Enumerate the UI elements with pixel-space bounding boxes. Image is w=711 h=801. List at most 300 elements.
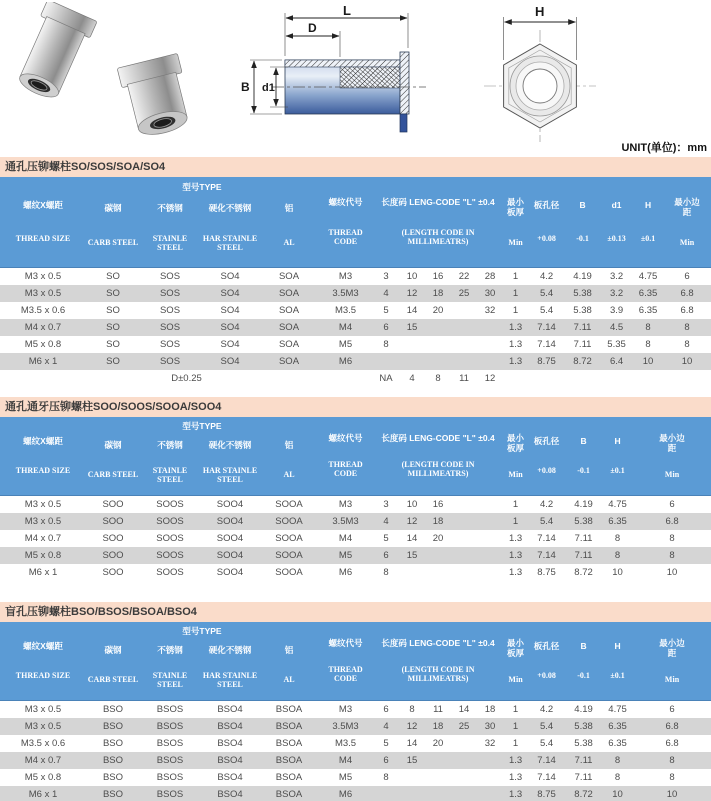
cell: 5.35 [600,336,633,353]
cell: 3.5M3 [318,718,373,735]
cell: SOS [140,353,200,370]
cell: 20 [425,530,451,547]
cell: 8.75 [528,353,565,370]
cell: SOOS [140,530,200,547]
col-length-code: 长度码 LENG-CODE "L" ±0.4 (LENGTH CODE IN MILLIMEATRS) [373,417,503,496]
cell: 15 [399,752,425,769]
table-body [0,496,711,582]
table-row [0,718,711,735]
table-row [0,285,711,302]
cell: M3.5 x 0.6 [0,302,86,319]
col-carbon-steel-en: CARB STEEL [86,219,140,268]
cell: SOO4 [200,513,260,530]
cell: SO4 [200,285,260,302]
cell: 5 [373,530,399,547]
col-hard-stainless: 硬化不锈钢 [200,197,260,219]
thread-hole [523,69,557,103]
cell: 30 [477,718,503,735]
cell: 7.14 [528,530,565,547]
cell: SO4 [200,336,260,353]
cell: 4 [373,718,399,735]
cell: M6 [318,564,373,581]
d-tolerance: D±0.25 [0,370,373,395]
table-row [0,319,711,336]
cell: 4.2 [528,496,565,514]
cell: 1.3 [503,752,528,769]
cell: SOO4 [200,547,260,564]
cell [451,547,477,564]
col-min-edge: 最小边距 Min [663,177,711,268]
standoff-left [11,2,97,104]
cell: 30 [477,285,503,302]
cell: BSOS [140,701,200,719]
cell: SOOS [140,547,200,564]
cell: BSOS [140,752,200,769]
cell: SO4 [200,268,260,286]
col-aluminum-en: AL [260,219,318,268]
cell: 8 [373,564,399,581]
cell: 8.72 [565,564,602,581]
cell [451,302,477,319]
cell: SOO [86,530,140,547]
cell: 25 [451,718,477,735]
col-h: H ±0.1 [602,417,633,496]
cell: SOO [86,547,140,564]
cell: SO4 [200,319,260,336]
cell: SOA [260,268,318,286]
cell [477,564,503,581]
cell: 7.14 [528,547,565,564]
cell: SOOS [140,513,200,530]
cell [477,496,503,514]
cell: 4.19 [565,268,600,286]
cell: 5 [373,735,399,752]
cell: 14 [451,701,477,719]
cell: 20 [425,302,451,319]
standoff-photo [4,2,219,152]
hex-drawing [458,2,623,154]
cell: SOO [86,496,140,514]
cell: M3 x 0.5 [0,496,86,514]
cell: BSO [86,735,140,752]
cell: SOS [140,285,200,302]
cell: SOS [140,302,200,319]
cell [451,769,477,786]
cell: 4.2 [528,701,565,719]
cell: 7.14 [528,336,565,353]
cell: M6 [318,786,373,801]
cell: BSO4 [200,735,260,752]
cell: 14 [399,302,425,319]
cell: 3.5M3 [318,513,373,530]
code-4: 4 [399,370,425,395]
cell: 10 [633,353,663,370]
cell: 6.35 [633,285,663,302]
col-hard-stainless-en: HAR STAINLE STEEL [200,455,260,496]
cell [399,336,425,353]
cell: 8 [602,769,633,786]
cell: M5 x 0.8 [0,769,86,786]
cell: SOOA [260,496,318,514]
cell [477,786,503,801]
cell [477,752,503,769]
cell: 6 [373,752,399,769]
cell: 8 [602,752,633,769]
cell: M3 x 0.5 [0,268,86,286]
cell: SOO4 [200,564,260,581]
cell: 1 [503,268,528,286]
cell: 6.35 [602,718,633,735]
unit-label: UNIT(单位)：mm [621,142,707,154]
cell [451,752,477,769]
dim-label-D: D [308,21,317,35]
cell: 1.3 [503,353,528,370]
cell [451,735,477,752]
cell: 8 [373,336,399,353]
cell: SOOS [140,564,200,581]
cell: SOS [140,268,200,286]
cell: SO [86,268,140,286]
footer-empty [503,370,711,395]
cell: 1 [503,513,528,530]
cell: 3.9 [600,302,633,319]
col-length-code: 长度码 LENG-CODE "L" ±0.4 (LENGTH CODE IN MILLIMEATRS) [373,622,503,701]
cell: 6.35 [602,513,633,530]
cell: 8.75 [528,564,565,581]
table-row [0,530,711,547]
cell: 8 [602,547,633,564]
cell: SOS [140,336,200,353]
cell: 6 [663,268,711,286]
cell: 6.8 [663,302,711,319]
cell [425,547,451,564]
cell: 10 [399,496,425,514]
cell: 6 [633,701,711,719]
cell [477,353,503,370]
code-8: 8 [425,370,451,395]
cell [451,513,477,530]
cell: 5.38 [565,735,602,752]
cell: SO4 [200,353,260,370]
cell [399,786,425,801]
cell: M5 x 0.8 [0,336,86,353]
cell: M3 x 0.5 [0,285,86,302]
cell: 10 [633,786,711,801]
col-group-type: 型号TYPE [86,622,318,640]
cell: 8 [602,530,633,547]
cell: 8 [633,769,711,786]
cell [451,564,477,581]
table-block-through-hole [0,157,711,395]
cell: M4 [318,752,373,769]
cell: 1.3 [503,319,528,336]
cell [373,353,399,370]
cell: 7.11 [565,530,602,547]
cell: 4.75 [602,496,633,514]
cell: M3 x 0.5 [0,701,86,719]
col-thread-size: 螺纹X螺距 THREAD SIZE [0,622,86,701]
cell: 1.3 [503,336,528,353]
cell: 1 [503,718,528,735]
cell: 4.5 [600,319,633,336]
cell: SOA [260,302,318,319]
cell: 28 [477,268,503,286]
cell: 32 [477,735,503,752]
cell: M3 [318,268,373,286]
dim-label-L: L [343,3,351,18]
table-row [0,336,711,353]
table-body [0,268,711,371]
cell [399,769,425,786]
cell: 4.19 [565,701,602,719]
cell: 4.2 [528,268,565,286]
cell: SOOA [260,513,318,530]
cell: 7.11 [565,769,602,786]
cell: 16 [425,268,451,286]
spec-table-so [0,177,711,395]
code-12: 12 [477,370,503,395]
cell: 1 [503,302,528,319]
cell: 5.4 [528,285,565,302]
cell: BSO [86,752,140,769]
cell [451,786,477,801]
cell: 7.14 [528,752,565,769]
cell: 10 [633,564,711,581]
cell: 22 [451,268,477,286]
cell [477,336,503,353]
cell: 18 [425,285,451,302]
cell: SOS [140,319,200,336]
table-row [0,353,711,370]
cell: 3 [373,496,399,514]
cell [451,353,477,370]
cell: 18 [425,513,451,530]
thread-hatch [340,67,400,88]
flange-hatch [400,52,409,114]
cell: BSOA [260,786,318,801]
section-drawing [240,2,485,154]
cell: 7.11 [565,336,600,353]
cell [373,786,399,801]
cell: 15 [399,547,425,564]
cell: 8 [633,530,711,547]
table-row [0,268,711,286]
cell: 1.3 [503,769,528,786]
cell [425,319,451,336]
cell: SOA [260,285,318,302]
cell [477,547,503,564]
cell: 4 [373,285,399,302]
cell: 10 [602,564,633,581]
cell: 6 [373,319,399,336]
cell: 5.4 [528,718,565,735]
cell: BSOS [140,718,200,735]
col-thread-code: 螺纹代号 THREAD CODE [318,177,373,268]
cell: M3.5 [318,735,373,752]
cell: 11 [425,701,451,719]
cell: SOO [86,513,140,530]
cell [425,336,451,353]
table-block-blind-hole [0,602,711,801]
col-min-thickness: 最小板厚 Min [503,417,528,496]
cell: 7.11 [565,319,600,336]
cell: BSO4 [200,701,260,719]
col-h: H ±0.1 [633,177,663,268]
table-row [0,786,711,801]
cell: 14 [399,735,425,752]
cell: BSO [86,701,140,719]
col-length-code: 长度码 LENG-CODE "L" ±0.4 (LENGTH CODE IN MILLIMEATRS) [373,177,503,268]
cell: SOOA [260,564,318,581]
cell: 7.14 [528,769,565,786]
cell: 5.4 [528,735,565,752]
col-stainless-steel-en: STAINLE STEEL [140,455,200,496]
cell: SOA [260,336,318,353]
cell: BSO4 [200,786,260,801]
col-min-thickness: 最小板厚 Min [503,622,528,701]
cell: 6.35 [602,735,633,752]
cell: 1.3 [503,530,528,547]
wall-hatch [285,60,400,67]
table-row [0,769,711,786]
col-stainless-steel-en: STAINLE STEEL [140,219,200,268]
cell: M6 [318,353,373,370]
table-row [0,701,711,719]
cell [477,530,503,547]
cell: SO [86,319,140,336]
cell: 3.2 [600,268,633,286]
cell: 1 [503,496,528,514]
cell: BSOS [140,769,200,786]
cell: BSO4 [200,769,260,786]
table-title: 通孔压铆螺柱SO/SOS/SOA/SO4 [0,157,711,177]
cell: 16 [425,496,451,514]
col-min-thickness: 最小板厚 Min [503,177,528,268]
spec-table-soo [0,417,711,581]
cell: 4.75 [633,268,663,286]
cell: 18 [425,718,451,735]
cell: 5.38 [565,513,602,530]
na-code: NA [373,370,399,395]
cell [399,353,425,370]
cell: M3.5 x 0.6 [0,735,86,752]
footer-row [0,370,711,395]
col-thread-size: 螺纹X螺距 THREAD SIZE [0,417,86,496]
cell: M4 [318,319,373,336]
col-hard-stainless: 硬化不锈钢 [200,435,260,455]
col-d1: d1 ±0.13 [600,177,633,268]
cell: 5.4 [528,302,565,319]
cell: M6 x 1 [0,786,86,801]
cell: 6 [633,496,711,514]
col-aluminum-en: AL [260,455,318,496]
table-row [0,547,711,564]
cell: 4.75 [602,701,633,719]
table-row [0,564,711,581]
cell: 7.11 [565,547,602,564]
cell: M4 x 0.7 [0,319,86,336]
cell: 6.8 [633,718,711,735]
cell: M3.5 [318,302,373,319]
col-carbon-steel: 碳钢 [86,640,140,660]
cell: 20 [425,735,451,752]
cell: BSOA [260,718,318,735]
col-group-type: 型号TYPE [86,417,318,435]
col-thread-code: 螺纹代号 THREAD CODE [318,622,373,701]
cell: SOA [260,353,318,370]
cell [477,319,503,336]
col-h: H ±0.1 [602,622,633,701]
cell: 6.8 [633,735,711,752]
cell: 7.14 [528,319,565,336]
cell: SOO [86,564,140,581]
cell [425,752,451,769]
col-hole-dia: 板孔径 +0.08 [528,177,565,268]
cell [477,513,503,530]
cell: 8 [633,319,663,336]
cell: 5.38 [565,718,602,735]
cell: 15 [399,319,425,336]
cell: 12 [399,513,425,530]
cell: 6.4 [600,353,633,370]
table-row [0,752,711,769]
cell: 5.38 [565,285,600,302]
cell [425,353,451,370]
cell: 8 [663,336,711,353]
cell [451,336,477,353]
cell: 8 [663,319,711,336]
col-carbon-steel: 碳钢 [86,435,140,455]
cell: BSO [86,718,140,735]
cell: SO4 [200,302,260,319]
cell [425,769,451,786]
cell: 8 [373,769,399,786]
cell: M4 x 0.7 [0,752,86,769]
cell: 25 [451,285,477,302]
col-hole-dia: 板孔径 +0.08 [528,417,565,496]
dim-label-H: H [535,4,545,19]
cell: 12 [399,718,425,735]
cell: 3 [373,268,399,286]
table-row [0,496,711,514]
cell: SO [86,302,140,319]
cell [451,496,477,514]
cell: BSOS [140,735,200,752]
cell: SOO4 [200,530,260,547]
figures-strip [0,0,711,156]
cell: SOOA [260,547,318,564]
cell: BSO4 [200,752,260,769]
col-hard-stainless-en: HAR STAINLE STEEL [200,660,260,701]
cell: 10 [663,353,711,370]
cell: M6 x 1 [0,353,86,370]
col-thread-size: 螺纹X螺距 THREAD SIZE [0,177,86,268]
cell: 5.38 [565,302,600,319]
cell: SO [86,336,140,353]
spec-table-bso [0,622,711,801]
col-aluminum: 铝 [260,197,318,219]
cell: 4.19 [565,496,602,514]
cell: 32 [477,302,503,319]
cell: 7.11 [565,752,602,769]
cell: 4 [373,513,399,530]
col-hard-stainless: 硬化不锈钢 [200,640,260,660]
cell: SOOA [260,530,318,547]
cell: 1.3 [503,786,528,801]
col-b: B -0.1 [565,417,602,496]
table-block-through-thread [0,397,711,581]
cell: BSOS [140,786,200,801]
